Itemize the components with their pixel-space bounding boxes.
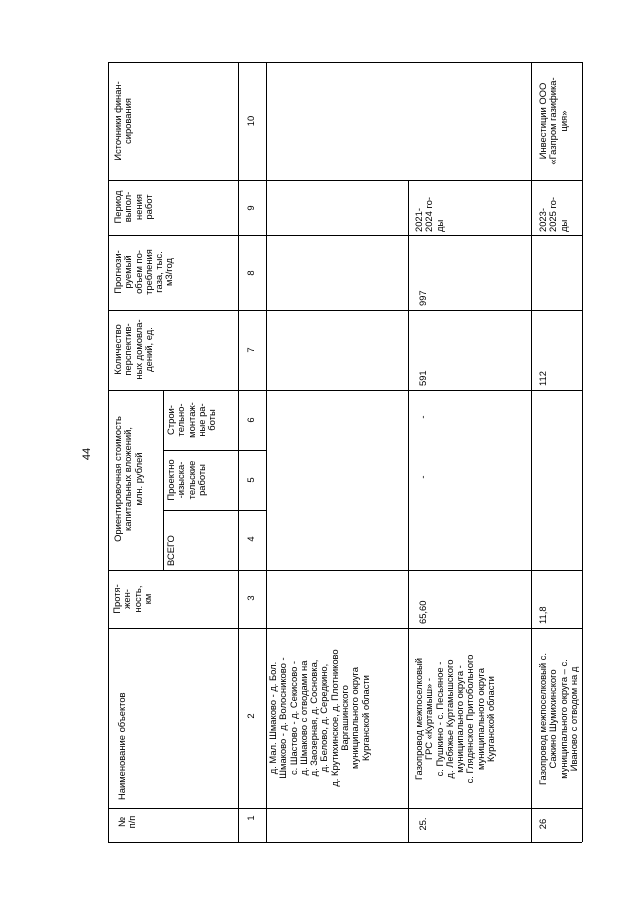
row-design: - — [417, 475, 428, 479]
row-period: 2023- 2025 го- ды — [537, 196, 569, 232]
col-number: 2 — [245, 713, 256, 719]
row-name: д. Мал. Шмаково - д. Бол. Шмаково - д. Волосниково - с. Шастово - д. Секисово - д. Шмаково с отводами на д. Заозерная, д. Сосновка, д. Белово, д. Середкино, д. Крутихинское, д. Плотниково Варгашинского муниципального округа Курганской области — [267, 649, 371, 787]
row-volume: 997 — [417, 290, 428, 306]
row-period: 2021- 2024 го- ды — [413, 196, 445, 232]
col-number: 1 — [245, 815, 256, 821]
row-length: 65,60 — [417, 600, 428, 624]
row-number: 26 — [537, 818, 548, 830]
col-number: 9 — [245, 205, 256, 211]
header-construction: Строи- тельно- монтаж- ные ра- боты — [165, 402, 218, 438]
header-name: Наименование объектов — [116, 692, 127, 800]
header-volume: Прогнози- руемый объем по- требления газа, тыс. м3/год — [112, 249, 175, 295]
page-number: 44 — [81, 447, 93, 461]
col-number: 3 — [245, 595, 256, 601]
col-number: 10 — [245, 115, 256, 127]
header-period: Период выпол- нения работ — [112, 190, 154, 224]
header-design: Проектно -изыска- тельские работы — [165, 459, 207, 501]
header-num: № п/п — [116, 815, 138, 829]
header-length: Протя- жен- ность, км — [111, 584, 153, 614]
header-cost-group: Ориентировочная стоимость капитальных вложений, млн. рублей — [112, 416, 144, 542]
row-households: 112 — [537, 371, 548, 386]
header-total: ВСЕГО — [165, 535, 176, 566]
row-source: Инвестиции ООО «Газпром газифика- ция» — [537, 77, 569, 165]
row-construction: - — [417, 415, 428, 419]
header-source: Источники финан- сирования — [112, 81, 134, 161]
row-name: Газопровод межпоселковый ГРС «Куртамыш» - с. Пушкино - с. Песьяное - д. Лебяжье Куртамышского муниципального округа - с. Глядянское Притобольного муниципального округа Курганской области — [413, 654, 497, 784]
row-length: 11,8 — [537, 606, 548, 624]
col-number: 4 — [245, 536, 256, 542]
row-number: 25. — [417, 817, 428, 831]
col-number: 6 — [245, 417, 256, 423]
col-number: 7 — [245, 347, 256, 353]
header-households: Количество перспектив- ных домовла- дений, ед. — [112, 319, 154, 380]
row-households: 591 — [417, 370, 428, 386]
col-number: 5 — [245, 477, 256, 483]
row-name: Газопровод межпоселковый с. Сажино Шумихинского муниципального округа – с. Иваново с отводом на д — [537, 653, 579, 785]
col-number: 8 — [245, 270, 256, 276]
